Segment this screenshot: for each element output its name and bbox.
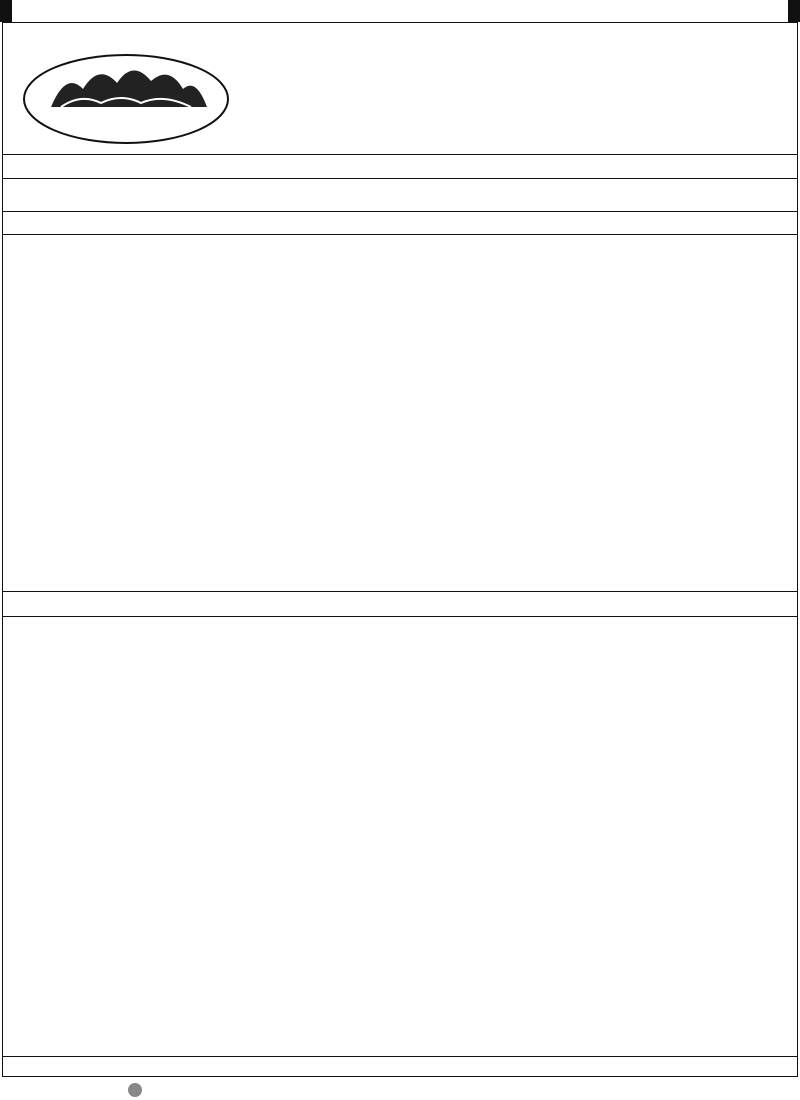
special-notice <box>3 156 797 179</box>
price-period <box>3 213 797 235</box>
hotline-bar <box>3 180 797 212</box>
header <box>3 23 797 155</box>
ad-frame <box>2 22 798 1077</box>
train-note <box>3 1056 797 1077</box>
flight-note <box>3 591 797 617</box>
company-logo <box>21 49 231 145</box>
ad-label-left <box>0 0 12 22</box>
edition-dot-icon <box>128 1083 142 1097</box>
ad-label-right <box>788 0 800 22</box>
page-footer <box>0 1080 800 1100</box>
